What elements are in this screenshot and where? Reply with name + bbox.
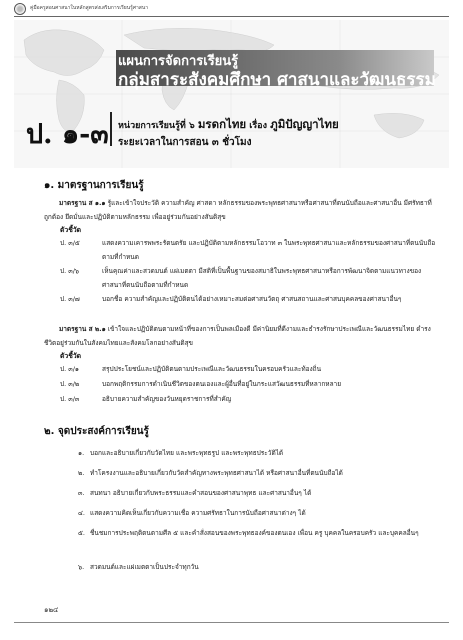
indicator-text: เห็นคุณค่าและสวดมนต์ แผ่เมตตา มีสติที่เป็นพื้นฐานของสมาธิในพระพุทธศาสนาหรือการพัฒนาจิตตามแนวทางของศาสนาที่ตนนับถือตามที่กำหนด: [102, 267, 422, 289]
indicator-item: [60, 292, 436, 306]
header-divider: [14, 16, 449, 17]
objective-text: สนทนา อธิบายเกี่ยวกับพระธรรมและคำสอนของศาสนาพุทธ และศาสนาอื่นๆ ได้: [90, 489, 312, 497]
objective-text: บอกและอธิบายเกี่ยวกับวัดไทย และพระพุทธรูป และพระพุทธประวัติได้: [90, 449, 284, 457]
objective-number: ๕.: [78, 529, 85, 537]
indicator-code: ป. ๓/๖: [60, 267, 80, 275]
objective-text: สวดมนต์และแผ่เมตตาเป็นประจำทุกวัน: [90, 563, 199, 571]
standard-2-paragraph: [44, 322, 436, 350]
unit-name: มรดกไทย: [197, 117, 247, 131]
indicator-text: บอกพฤติกรรมการดำเนินชีวิตของตนเองและผู้อื่นที่อยู่ในกระแสวัฒนธรรมที่หลากหลาย: [102, 380, 342, 388]
indicator-heading-2: ตัวชี้วัด: [60, 352, 82, 360]
indicator-heading-1: ตัวชี้วัด: [60, 226, 82, 234]
running-header: [0, 0, 463, 18]
indicator-code: ป. ๓/๑: [60, 365, 80, 373]
plan-title: แผนการจัดการเรียนรู้: [118, 54, 239, 69]
indicator-item: [60, 264, 436, 292]
code-separator: [110, 112, 112, 146]
section-heading-objectives: ๒. จุดประสงค์การเรียนรู้: [44, 426, 149, 437]
objective-item: [78, 526, 436, 540]
indicator-item: [60, 362, 436, 376]
objective-number: ๖.: [78, 563, 85, 571]
objective-number: ๔.: [78, 509, 85, 517]
section-heading-standards: ๑. มาตรฐานการเรียนรู้: [44, 180, 144, 191]
indicator-code: ป. ๓/๕: [60, 239, 80, 247]
objective-item: [78, 446, 436, 460]
indicator-text: แสดงความเคารพพระรัตนตรัย และปฏิบัติตามหลักธรรมโอวาท ๓ ในพระพุทธศาสนาและหลักธรรมของศาสนาที่ตนนับถือตามที่กำหนด: [102, 239, 436, 261]
book-logo-icon: [14, 3, 26, 15]
objective-item: [78, 466, 436, 480]
objective-text: ชื่นชมการประพฤติตนตามศีล ๕ และคำสั่งสอนของพระพุทธองค์ของตนเอง เพื่อน ครู บุคคลในครอบครัว และบุคคลอื่นๆ: [90, 529, 419, 537]
indicator-code: ป. ๓/๓: [60, 395, 80, 403]
standard-2-text: เข้าใจและปฏิบัติตนตามหน้าที่ของการเป็นพลเมืองดี มีค่านิยมที่ดีงามและธำรงรักษาประเพณีและวัฒนธรรมไทย ดำรงชีวิตอยู่ร่วมกันในสังคมไทยและสังคมโลกอย่างสันติสุข: [44, 325, 431, 347]
indicator-item: [60, 236, 436, 264]
objective-item: [78, 506, 436, 520]
topic-prefix: เรื่อง: [246, 121, 271, 131]
indicator-item: [60, 377, 436, 391]
indicator-code: ป. ๓/๗: [60, 295, 80, 303]
objective-number: ๓.: [78, 489, 85, 497]
objective-number: ๒.: [78, 469, 85, 477]
page-number: ๑๒๔: [44, 606, 59, 614]
book-title: คู่มือครูสอนศาสนาในหลักสูตรส่งเสริมการเรียนรู้ศาสนา: [30, 5, 149, 11]
standard-1-code: มาตรฐาน ส ๑.๑: [59, 199, 106, 207]
indicator-text: บอกชื่อ ความสำคัญและปฏิบัติตนได้อย่างเหมาะสมต่อศาสนวัตถุ ศาสนสถานและศาสนบุคคลของศาสนาอื่นๆ: [102, 295, 402, 303]
indicator-text: อธิบายความสำคัญของวันหยุดราชการที่สำคัญ: [102, 395, 232, 403]
topic-name: ภูมิปัญญาไทย: [270, 117, 339, 131]
objective-text: แสดงความคิดเห็นเกี่ยวกับความเชื่อ ความศรัทธาในการนับถือศาสนาต่างๆ ได้: [90, 509, 306, 517]
standard-2-code: มาตรฐาน ส ๒.๑: [59, 325, 106, 333]
objective-item: [78, 560, 436, 574]
objective-text: ทำโครงงานและอธิบายเกี่ยวกับวัดสำคัญทางพระพุทธศาสนาได้ หรือศาสนาอื่นที่ตนนับถือได้: [90, 469, 343, 477]
objective-number: ๑.: [78, 449, 85, 457]
standard-1-text: รู้และเข้าใจประวัติ ความสำคัญ ศาสดา หลักธรรมของพระพุทธศาสนาหรือศาสนาที่ตนนับถือและศาสนาอื่น มีศรัทธาที่ถูกต้อง ยึดมั่นและปฏิบัติตามหลักธรรม เพื่ออยู่ร่วมกันอย่างสันติสุข: [44, 199, 432, 221]
footer-divider: [14, 622, 449, 623]
indicator-text: สรุปประโยชน์และปฏิบัติตนตามประเพณีและวัฒนธรรมในครอบครัวและท้องถิ่น: [102, 365, 322, 373]
unit-prefix: หน่วยการเรียนรู้ที่ ๖: [118, 121, 198, 131]
grade-code: ป. ๑-๓: [26, 119, 109, 150]
teaching-time: ระยะเวลาในการสอน ๓ ชั่วโมง: [118, 137, 252, 148]
lesson-banner: [14, 20, 449, 168]
standard-1-paragraph: [44, 196, 436, 224]
indicator-item: [60, 392, 436, 406]
unit-line: [118, 116, 339, 134]
subject-title: กลุ่มสาระสังคมศึกษา ศาสนาและวัฒนธรรม: [118, 70, 436, 90]
indicator-code: ป. ๓/๒: [60, 380, 80, 388]
objective-item: [78, 486, 436, 500]
